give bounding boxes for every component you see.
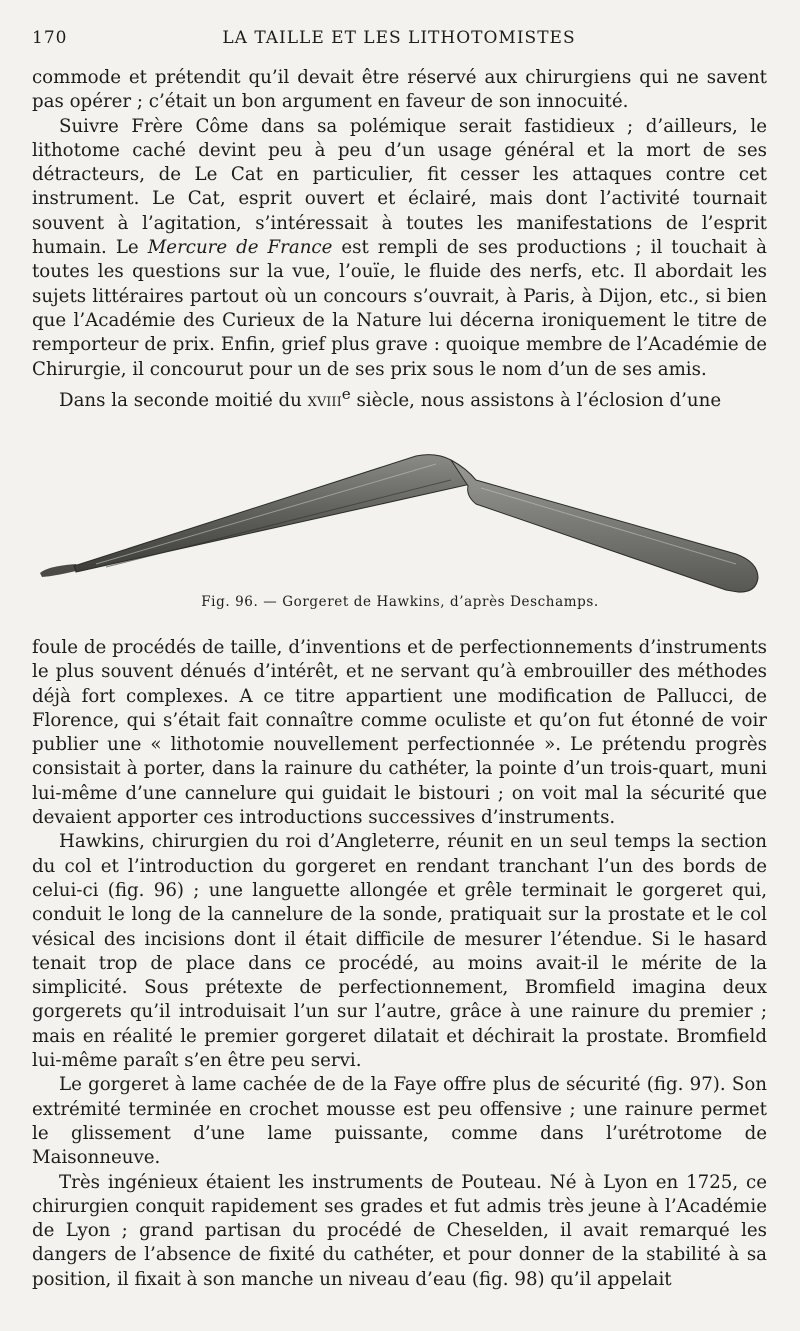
text-block-top xyxy=(32,66,767,413)
figure-caption: Fig. 96. — Gorgeret de Hawkins, d’après Deschamps. xyxy=(201,594,599,610)
paragraph: Le gorgeret à lame cachée de de la Faye offre plus de sécurité (fig. 97). Son extrémité terminée en crochet mousse est peu offensive ; une rainure permet le glissement d’une lame puissante, comme dans l’urétrotome de Maisonneuve. xyxy=(32,1074,767,1169)
paragraph xyxy=(32,115,767,382)
page-number: 170 xyxy=(32,28,68,48)
paragraph: Très ingénieux étaient les instruments de Pouteau. Né à Lyon en 1725, ce chirurgien conquit rapidement ses grades et fut admis très jeune à l’Académie de Lyon ; grand partisan du procédé de Cheselden, il avait remarqué les dangers de l’absence de fixité du cathéter, et pour donner de la stabilité à sa position, il fixait à son manche un niveau d’eau (fig. 98) qu’il appelait xyxy=(32,1171,767,1290)
text-run: Suivre Frère Côme dans sa polémique serait fastidieux ; d’ailleurs, le lithotome caché devint peu à peu d’un usage général et la mort de ses détracteurs, de Le Cat en particulier, fit cesser les attaques contre cet instrument. Le Cat, esprit ouvert et éclairé, mais dont l’activité tournait souvent à l’agitation, s’intéressait à toutes les manifestations de l’esprit humain. Le xyxy=(32,115,767,259)
superscript: e xyxy=(341,384,351,403)
handle xyxy=(451,460,758,592)
blade-groove xyxy=(106,480,451,567)
blade-highlight xyxy=(96,464,436,564)
handle-highlight xyxy=(481,488,736,564)
text-block-bottom xyxy=(32,636,767,1292)
paragraph xyxy=(32,382,767,413)
blade xyxy=(74,455,471,572)
century-numeral: xviii xyxy=(307,389,342,411)
journal-title: Mercure de France xyxy=(147,237,333,259)
figure-96 xyxy=(36,446,764,626)
text-run: Dans la seconde moitié du xyxy=(59,389,308,411)
text-run: siècle, nous assistons à l’éclosion d’une xyxy=(350,389,722,411)
text-run: est rempli de ses productions ; il touchait à toutes les questions sur la vue, l’ouïe, le fluide des nerfs, etc. Il abordait les sujets littéraires partout où un concours s’ouvrait, à Paris, à Dijon, etc., si bien que l’Académie des Curieux de la Nature lui décerna ironiquement le titre de remporteur de prix. Enfin, grief plus grave : quoique membre de l’Académie de Chirurgie, il concourut pour un de ses prix sous le nom d’un de ses amis. xyxy=(32,237,767,380)
paragraph: commode et prétendit qu’il devait être réservé aux chirurgiens qui ne savent pas opérer ; c’était un bon argument en faveur de son innocuité. xyxy=(32,67,767,113)
page-header xyxy=(32,22,766,52)
paragraph: Hawkins, chirurgien du roi d’Angleterre, réunit en un seul temps la section du col et l’introduction du gorgeret en rendant tranchant l’un des bords de celui-ci (fig. 96) ; une languette allongée et grêle terminait le gorgeret qui, conduit le long de la cannelure de la sonde, pratiquait sur la prostate et le col vésical des incisions dont il était difficile de mesurer l’étendue. Si le hasard tenait trop de place dans ce procédé, au moins avait-il le mérite de la simplicité. Sous prétexte de perfectionnement, Bromfield imagina deux gorgerets qu’il introduisait l’un sur l’autre, grâce à une rainure du premier ; mais en réalité le premier gorgeret dilatait et déchirait la prostate. Bromfield lui-même paraît s’en être peu servi. xyxy=(32,831,767,1072)
paragraph: foule de procédés de taille, d’inventions et de perfectionnements d’instruments le plus souvent dénués d’intérêt, et ne servant qu’à embrouiller des méthodes déjà fort complexes. A ce titre appartient une modification de Pallucci, de Florence, qui s’était fait connaître comme oculiste et qu’on fut étonné de voir publier une « lithotomie nouvellement perfectionnée ». Le prétendu progrès consistait à porter, dans la rainure du cathéter, la pointe d’un trois-quart, muni lui-même d’une cannelure qui guidait le bistouri ; on voit mal la sécurité que devaient apporter ces introductions successives d’instruments. xyxy=(32,637,767,829)
running-title: LA TAILLE ET LES LITHOTOMISTES xyxy=(222,28,576,48)
gorgeret-illustration xyxy=(36,446,764,596)
